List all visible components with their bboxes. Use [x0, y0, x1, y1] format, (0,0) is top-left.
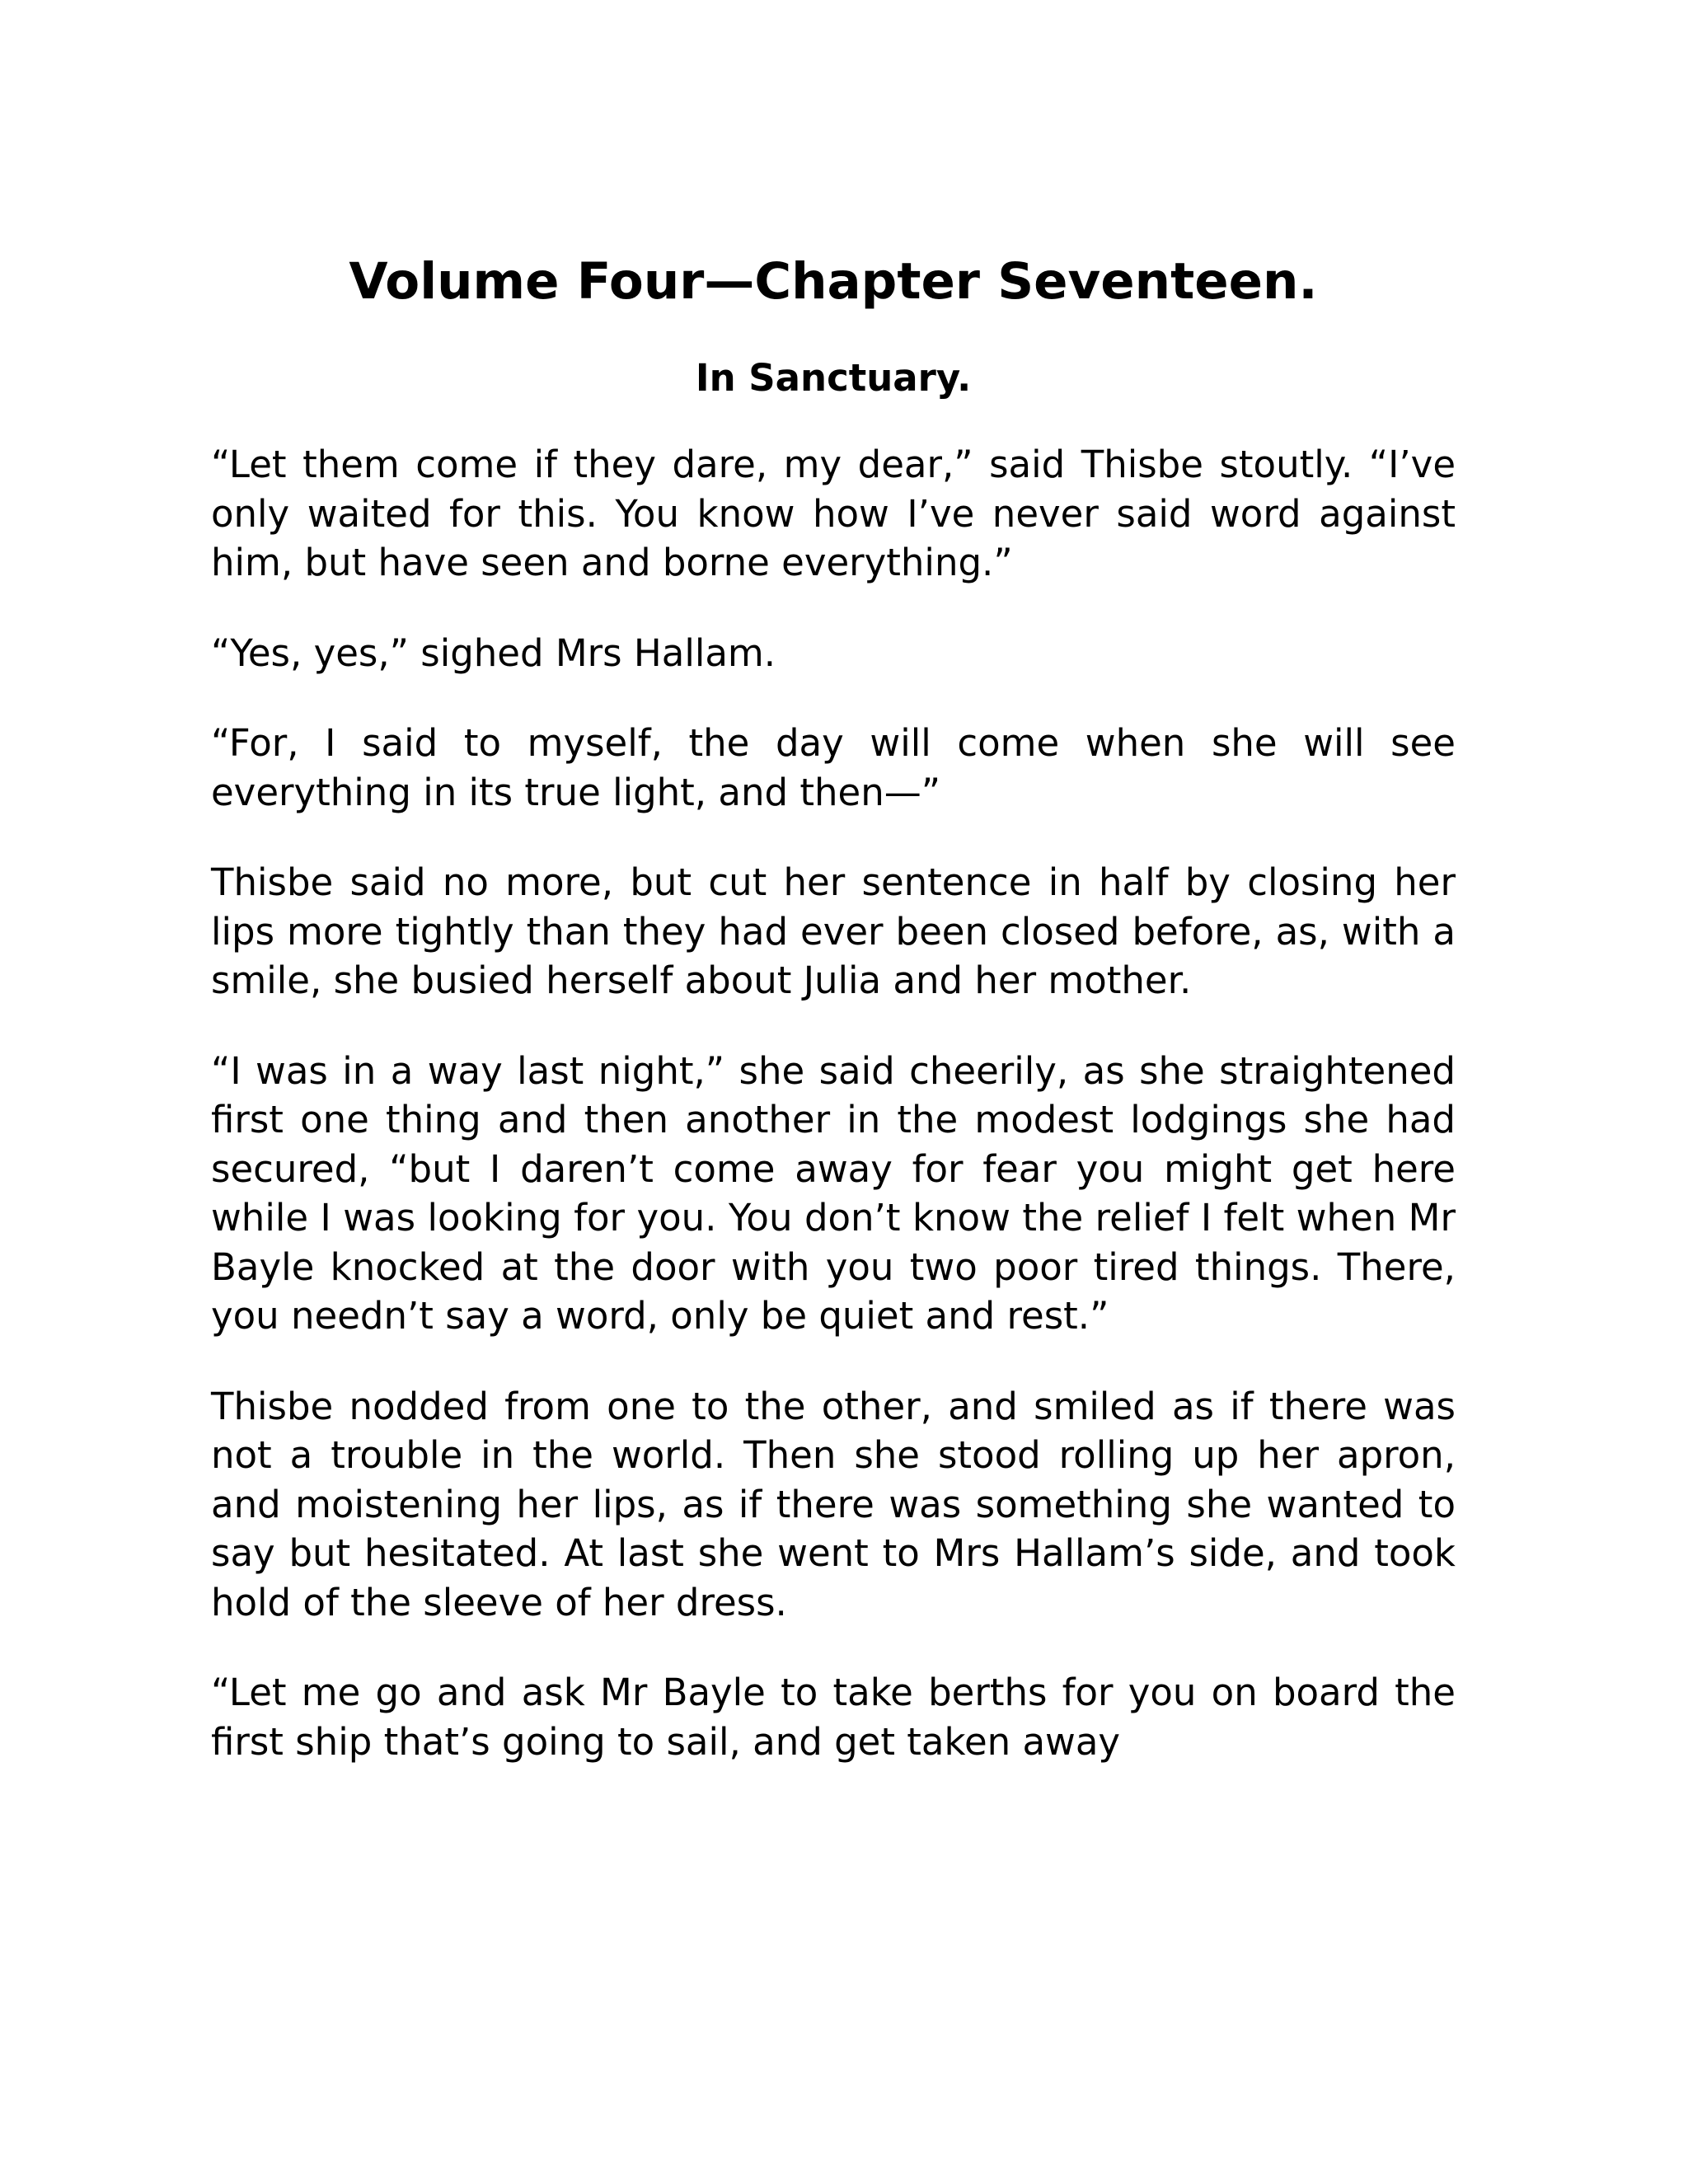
- chapter-title: Volume Four—Chapter Seventeen.: [349, 252, 1318, 311]
- paragraph: “Let me go and ask Mr Bayle to take berths for you on board the first ship that’s going to sail, and get taken away: [211, 1671, 1456, 1764]
- paragraph: Thisbe nodded from one to the other, and smiled as if there was not a trouble in the world. Then she stood rolling up her apron, and moistening her lips, as if there was something she wanted to say but hesitated. At last she went to Mrs Hallam’s side, and took hold of the sleeve of her dress.: [211, 1384, 1456, 1624]
- paragraph: “Yes, yes,” sighed Mrs Hallam.: [211, 630, 776, 675]
- paragraph: Thisbe said no more, but cut her sentence in half by closing her lips more tightly than they had ever been closed before, as, with a smile, she busied herself about Julia and her mother.: [211, 860, 1456, 1002]
- paragraph: “For, I said to myself, the day will come when she will see everything in its true light, and then—”: [211, 721, 1456, 814]
- paragraph: “Let them come if they dare, my dear,” said Thisbe stoutly. “I’ve only waited for this. You know how I’ve never said word against him, but have seen and borne everything.”: [211, 443, 1456, 584]
- chapter-subtitle: In Sanctuary.: [695, 356, 972, 400]
- paragraph: “I was in a way last night,” she said cheerily, as she straightened first one thing and then another in the modest lodgings she had secured, “but I daren’t come away for fear you might get here while I was looking for you. You don’t know the relief I felt when Mr Bayle knocked at the door with you two poor tired things. There, you needn’t say a word, only be quiet and rest.”: [211, 1048, 1456, 1338]
- document-page: [211, 247, 1456, 1766]
